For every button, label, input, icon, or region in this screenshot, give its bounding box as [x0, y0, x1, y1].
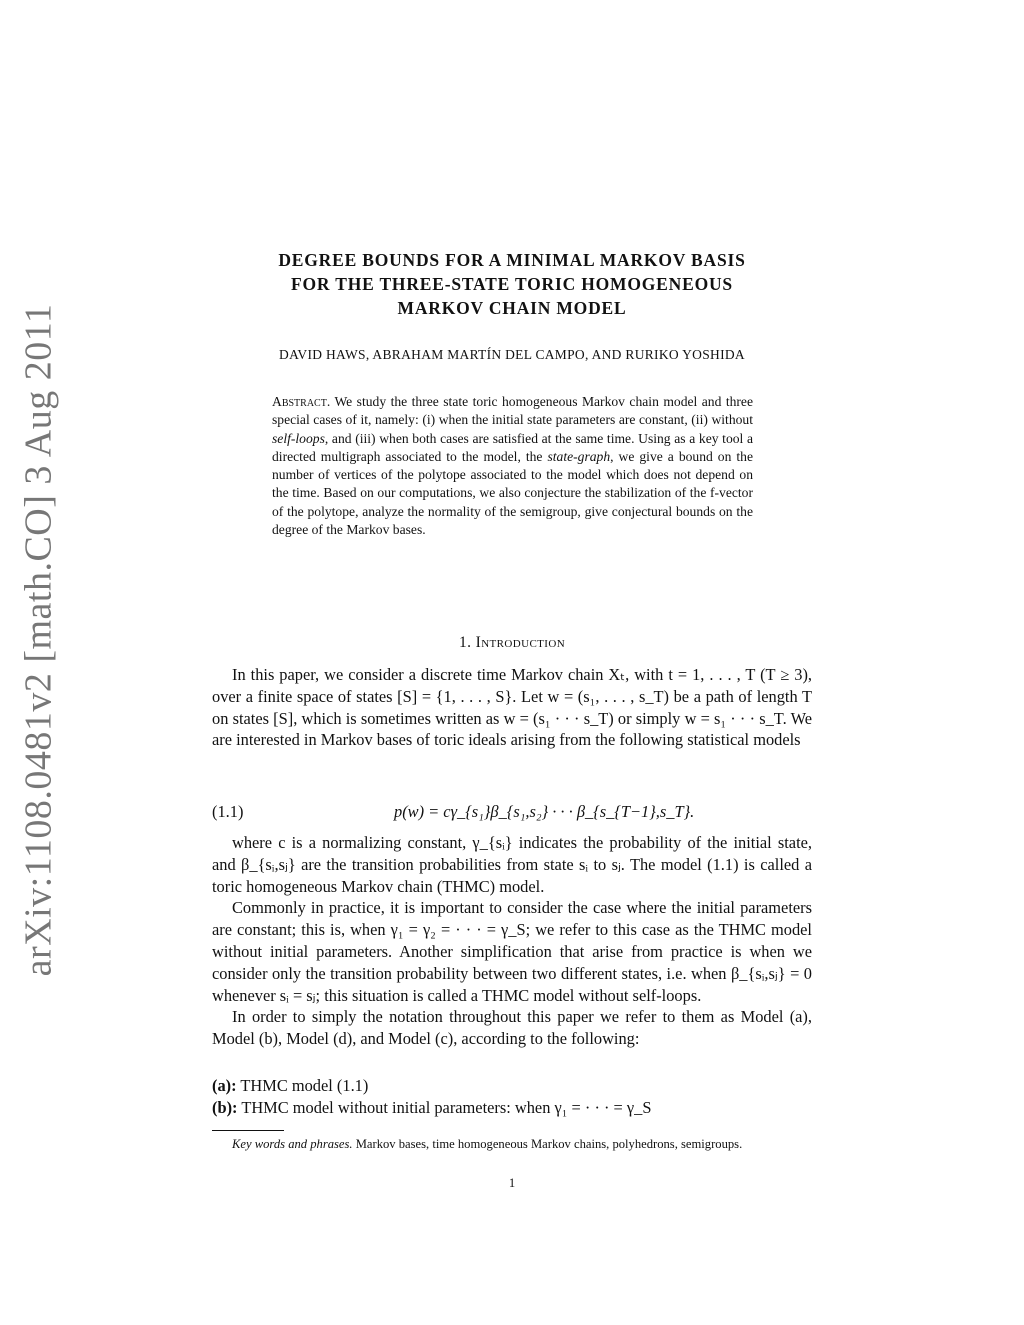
model-item-a-text: THMC model (1.1): [240, 1076, 369, 1095]
abstract-label: Abstract.: [272, 394, 331, 409]
equation-number: (1.1): [212, 802, 244, 821]
paragraph-commonly: Commonly in practice, it is important to consider the case where the initial parameters are constant; this is, when γ₁ = γ₂ = · · · = γ_S; we refer to this case as the THMC model without initial parameters. Another simplification that arise from practice is when we consider only the transition probability between two different states, i.e. when β_{sᵢ,sⱼ} = 0 whenever sᵢ = sⱼ; this situation is called a THMC model without self-loops.: [212, 898, 812, 1005]
footnote-keywords-label: Key words and phrases.: [232, 1137, 353, 1151]
paper-title: [212, 248, 812, 320]
abstract-text-2: , and (iii) when both cases are satisfied at the same time. Using as a key tool a directed multigraph associated to the model, the: [272, 430, 753, 464]
equation-1-1: [212, 802, 812, 824]
section-heading-introduction: [212, 634, 812, 652]
abstract-text-3: , we give a bound on the number of vertices of the polytope associated to the model which does not depend on the time. Based on our computations, we also conjecture the stabilization of the f-vector of the polytope, analyze the normality of the semigroup, give conjectural bounds on the degree of the Markov bases.: [272, 448, 754, 538]
abstract: [272, 393, 753, 539]
abstract-italic-state-graph: state-graph: [547, 448, 611, 464]
author-list: DAVID HAWS, ABRAHAM MARTÍN DEL CAMPO, AND RURIKO YOSHIDA: [279, 347, 745, 362]
model-item-a-label: (a):: [212, 1076, 237, 1095]
model-item-b-label: (b):: [212, 1097, 238, 1117]
abstract-text-1: We study the three state toric homogeneous Markov chain model and three special cases of it, namely: (i) when the initial state parameters are constant, (ii) without: [272, 394, 753, 428]
main-text-block: [212, 832, 812, 1050]
model-item-b-text: THMC model without initial parameters: when γ₁ = · · · = γ_S: [241, 1097, 652, 1117]
equation-body: p(w) = cγ_{s₁}β_{s₁,s₂} · · · β_{s_{T−1},s_T}.: [394, 802, 695, 821]
title-line-2: FOR THE THREE-STATE TORIC HOMOGENEOUS: [291, 274, 733, 294]
model-item-b: [212, 1097, 812, 1119]
footnote: [212, 1136, 812, 1153]
intro-paragraph: In this paper, we consider a discrete time Markov chain Xₜ, with t = 1, . . . , T (T ≥ 3), over a finite space of states [S] = {1, . . . , S}. Let w = (s₁, . . . , s_T) be a path of length T on states [S], which is sometimes written as w = (s₁ · · · s_T) or simply w = s₁ · · · s_T. We are interested in Markov bases of toric ideals arising from the following statistical models: [212, 665, 812, 750]
model-item-a: [212, 1075, 812, 1097]
title-line-3: MARKOV CHAIN MODEL: [397, 298, 627, 318]
title-line-1: DEGREE BOUNDS FOR A MINIMAL MARKOV BASIS: [278, 250, 746, 270]
abstract-italic-self-loops: self-loops: [272, 430, 325, 446]
footnote-keywords: Markov bases, time homogeneous Markov chains, polyhedrons, semigroups.: [352, 1137, 743, 1151]
footnote-rule: [212, 1130, 284, 1131]
section-number: 1.: [458, 634, 472, 651]
intro-paragraph-block: [212, 664, 812, 751]
arxiv-identifier-text: arXiv:1108.0481v2 [math.CO] 3 Aug 2011: [17, 303, 59, 977]
arxiv-identifier: [10, 303, 66, 977]
model-list: [212, 1075, 812, 1119]
section-title: Introduction: [475, 634, 566, 651]
paragraph-where: where c is a normalizing constant, γ_{sᵢ} indicates the probability of the initial state, and β_{sᵢ,sⱼ} are the transition probabilities from state sᵢ to sⱼ. The model (1.1) is called a toric homogeneous Markov chain (THMC) model.: [212, 833, 812, 896]
page-number: 1: [508, 1176, 516, 1190]
paragraph-order: In order to simply the notation throughout this paper we refer to them as Model (a), Model (b), Model (d), and Model (c), according to the following:: [212, 1007, 812, 1049]
